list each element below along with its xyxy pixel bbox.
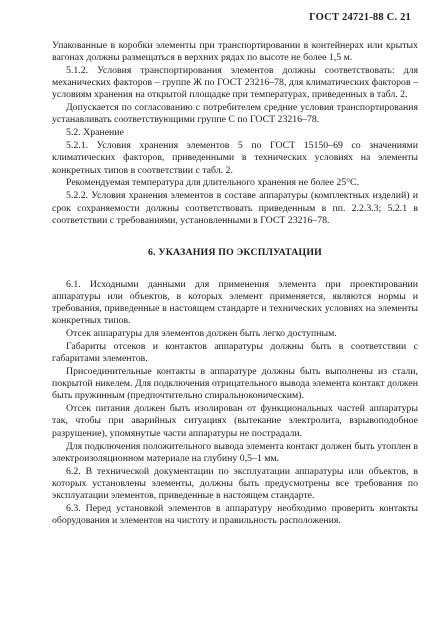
- page-header: ГОСТ 24721-88 С. 21: [309, 12, 411, 23]
- paragraph: Рекомендуемая температура для длительного хранения не более 25°С.: [66, 177, 360, 189]
- paragraph: Отсек аппаратуры для элементов должен быть легко доступным.: [66, 328, 337, 340]
- paragraph: Упакованные в коробки элементы при транспортировании в контейнерах или крытых вагонах должны размещаться в верхних рядах по высоте не более 1,5 м.: [52, 40, 418, 64]
- paragraph: 6.1. Исходными данными для применения элемента при проектировании аппаратуры или объектов, в которых элемент применяется, являются нормы и требования, приведенные в настоящем стандарте и технических условиях на элементы конкретных типов.: [52, 278, 418, 327]
- paragraph: Для подключения положительного вывода элемента контакт должен быть утоплен в электроизоляционном материале на глубину 0,5–1 мм.: [52, 440, 418, 464]
- paragraph: Отсек питания должен быть изолирован от функциональных частей аппаратуры так, чтобы при аварийных ситуациях (вытекание электролита, взрывоподобное разрушение), упомянутые части аппаратуры не пострадали.: [52, 403, 418, 439]
- paragraph: 5.1.2. Условия транспортирования элементов должны соответствовать: для механических факторов – группе Ж по ГОСТ 23216–78, для климатических факторов – условиям хранения на открытой площадке при температурах, приведенных в табл. 2.: [52, 65, 418, 101]
- paragraph: Габариты отсеков и контактов аппаратуры должны быть в соответствии с габаритами элементов.: [52, 341, 418, 365]
- section-heading: 5.2. Хранение: [66, 127, 124, 139]
- paragraph: Присоединительные контакты в аппаратуре должны быть выполнены из стали, покрытой никелем. Для подключения отрицательного вывода элемента контакт должен быть пружинным (предпочтительно спиральноконическим).: [52, 366, 418, 402]
- document-body: [52, 40, 418, 528]
- paragraph: 6.2. В технической документации по эксплуатации аппаратуры или объектов, в которых установлены элементы, должны быть предусмотрены все требования по эксплуатации элементов, приведенные в настоящем стандарте.: [52, 465, 418, 501]
- paragraph: 5.2.2. Условия хранения элементов в составе аппаратуры (комплектных изделий) и срок сохраняемости должны соответствовать приведенным в пп. 2.2.3.3; 5.2.1 в соответствии с требованиями, установленными в ГОСТ 23216–78.: [52, 190, 418, 226]
- paragraph: 5.2.1. Условия хранения элементов 5 по ГОСТ 15150–69 со значениями климатических факторов, приведенными в технических условиях на элементы конкретных типов в соответствии с табл. 2.: [52, 140, 418, 176]
- paragraph: Допускается по согласованию с потребителем средние условия транспортирования устанавливать соответствующими группе С по ГОСТ 23216–78.: [52, 102, 418, 126]
- paragraph: 6.3. Перед установкой элементов в аппаратуру необходимо проверить контакты оборудования и элементов на чистоту и правильность расположения.: [52, 502, 418, 526]
- chapter-heading: 6. УКАЗАНИЯ ПО ЭКСПЛУАТАЦИИ: [147, 246, 323, 258]
